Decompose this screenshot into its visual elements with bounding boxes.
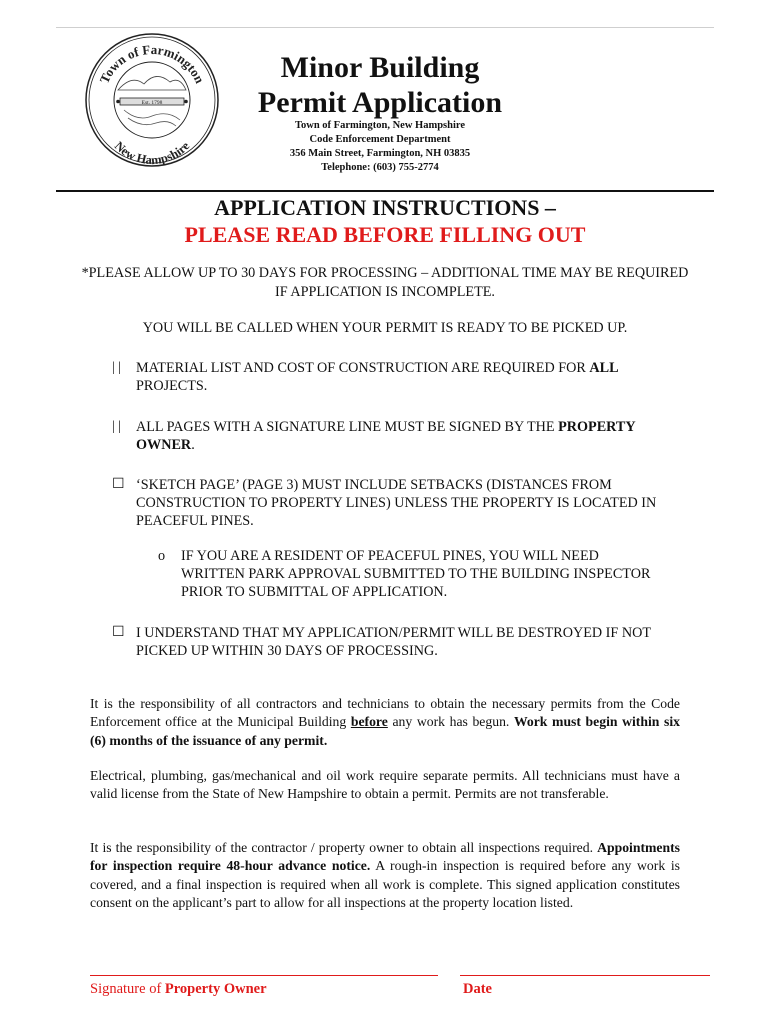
date-label: Date [463,981,492,997]
instructions-subheading: PLEASE READ BEFORE FILLING OUT [184,222,586,247]
checklist-item-signature-pages: | | ALL PAGES WITH A SIGNATURE LINE MUST BE SIGNED BY THE PROPERTY OWNER. [112,419,636,453]
pickup-notice: YOU WILL BE CALLED WHEN YOUR PERMIT IS READY TO BE PICKED UP. [142,320,628,336]
paragraph-separate-permits: Electrical, plumbing, gas/mechanical and oil work require separate permits. All technicians must have a valid license from the State of New Hampshire to obtain a permit. Permits are not transferable. [90,768,680,802]
svg-text:Town of Farmington [96,42,207,86]
checkbox-icon[interactable]: ☐ [112,625,125,640]
paragraph-inspections: It is the responsibility of the contractor / property owner to obtain all inspections required. Appointments for inspection require 48-hour advance notice. A rough-in inspection is required before any work is covered, and a final inspection is required when all work is complete. This signed application constitutes consent on the applicant’s part to allow for all inspections at the property location listed. [90,840,680,910]
checkbox-icon[interactable]: | | [112,419,122,434]
department-address: Town of Farmington, New Hampshire Code Enforcement Department 356 Main Street, Farmington, NH 03835 Telephone: (603) 755-2774 [289,120,471,173]
circle-bullet-icon: o [158,548,166,564]
date-line[interactable] [460,975,710,976]
seal-center-text: Est. 1798 [141,100,163,106]
seal-top-text: Town of Farmington [96,41,208,86]
seal-bottom-text: New Hampshire [111,138,193,168]
page-title: Minor Building Permit Application [257,51,503,119]
sub-item-peaceful-pines: o IF YOU ARE A RESIDENT OF PEACEFUL PINES, YOU WILL NEED WRITTEN PARK APPROVAL SUBMITTED TO THE BUILDING INSPECTOR PRIOR TO SUBMITTAL OF APPLICATION. [158,548,651,600]
svg-text:New Hampshire [112,139,193,168]
signature-line[interactable] [90,975,438,976]
checkbox-icon[interactable]: | | [112,360,122,375]
header-divider [56,190,714,192]
signature-label: Signature of Property Owner [90,981,267,997]
checklist-item-material-list: | | MATERIAL LIST AND COST OF CONSTRUCTION ARE REQUIRED FOR ALL PROJECTS. [112,360,619,394]
top-rule [56,27,714,28]
checklist-item-sketch-page: ☐ ‘SKETCH PAGE’ (PAGE 3) MUST INCLUDE SETBACKS (DISTANCES FROM CONSTRUCTION TO PROPERTY LINES) UNLESS THE PROPERTY IS LOCATED IN PEACEFUL PINES. [112,477,657,529]
town-seal-logo [82,30,222,170]
paragraph-permit-responsibility: It is the responsibility of all contractors and technicians to obtain the necessary permits from the Code Enforcement office at the Municipal Building before any work has begun. Work must begin within six (6) months of the issuance of any permit. [90,696,680,748]
checklist-item-destroyed-notice: ☐ I UNDERSTAND THAT MY APPLICATION/PERMIT WILL BE DESTROYED IF NOT PICKED UP WITHIN 30 DAYS OF PROCESSING. [112,625,651,659]
instructions-heading: APPLICATION INSTRUCTIONS – [214,195,556,220]
checkbox-icon[interactable]: ☐ [112,477,125,492]
processing-notice: *PLEASE ALLOW UP TO 30 DAYS FOR PROCESSING – ADDITIONAL TIME MAY BE REQUIRED IF APPLICATION IS INCOMPLETE. [81,265,689,300]
